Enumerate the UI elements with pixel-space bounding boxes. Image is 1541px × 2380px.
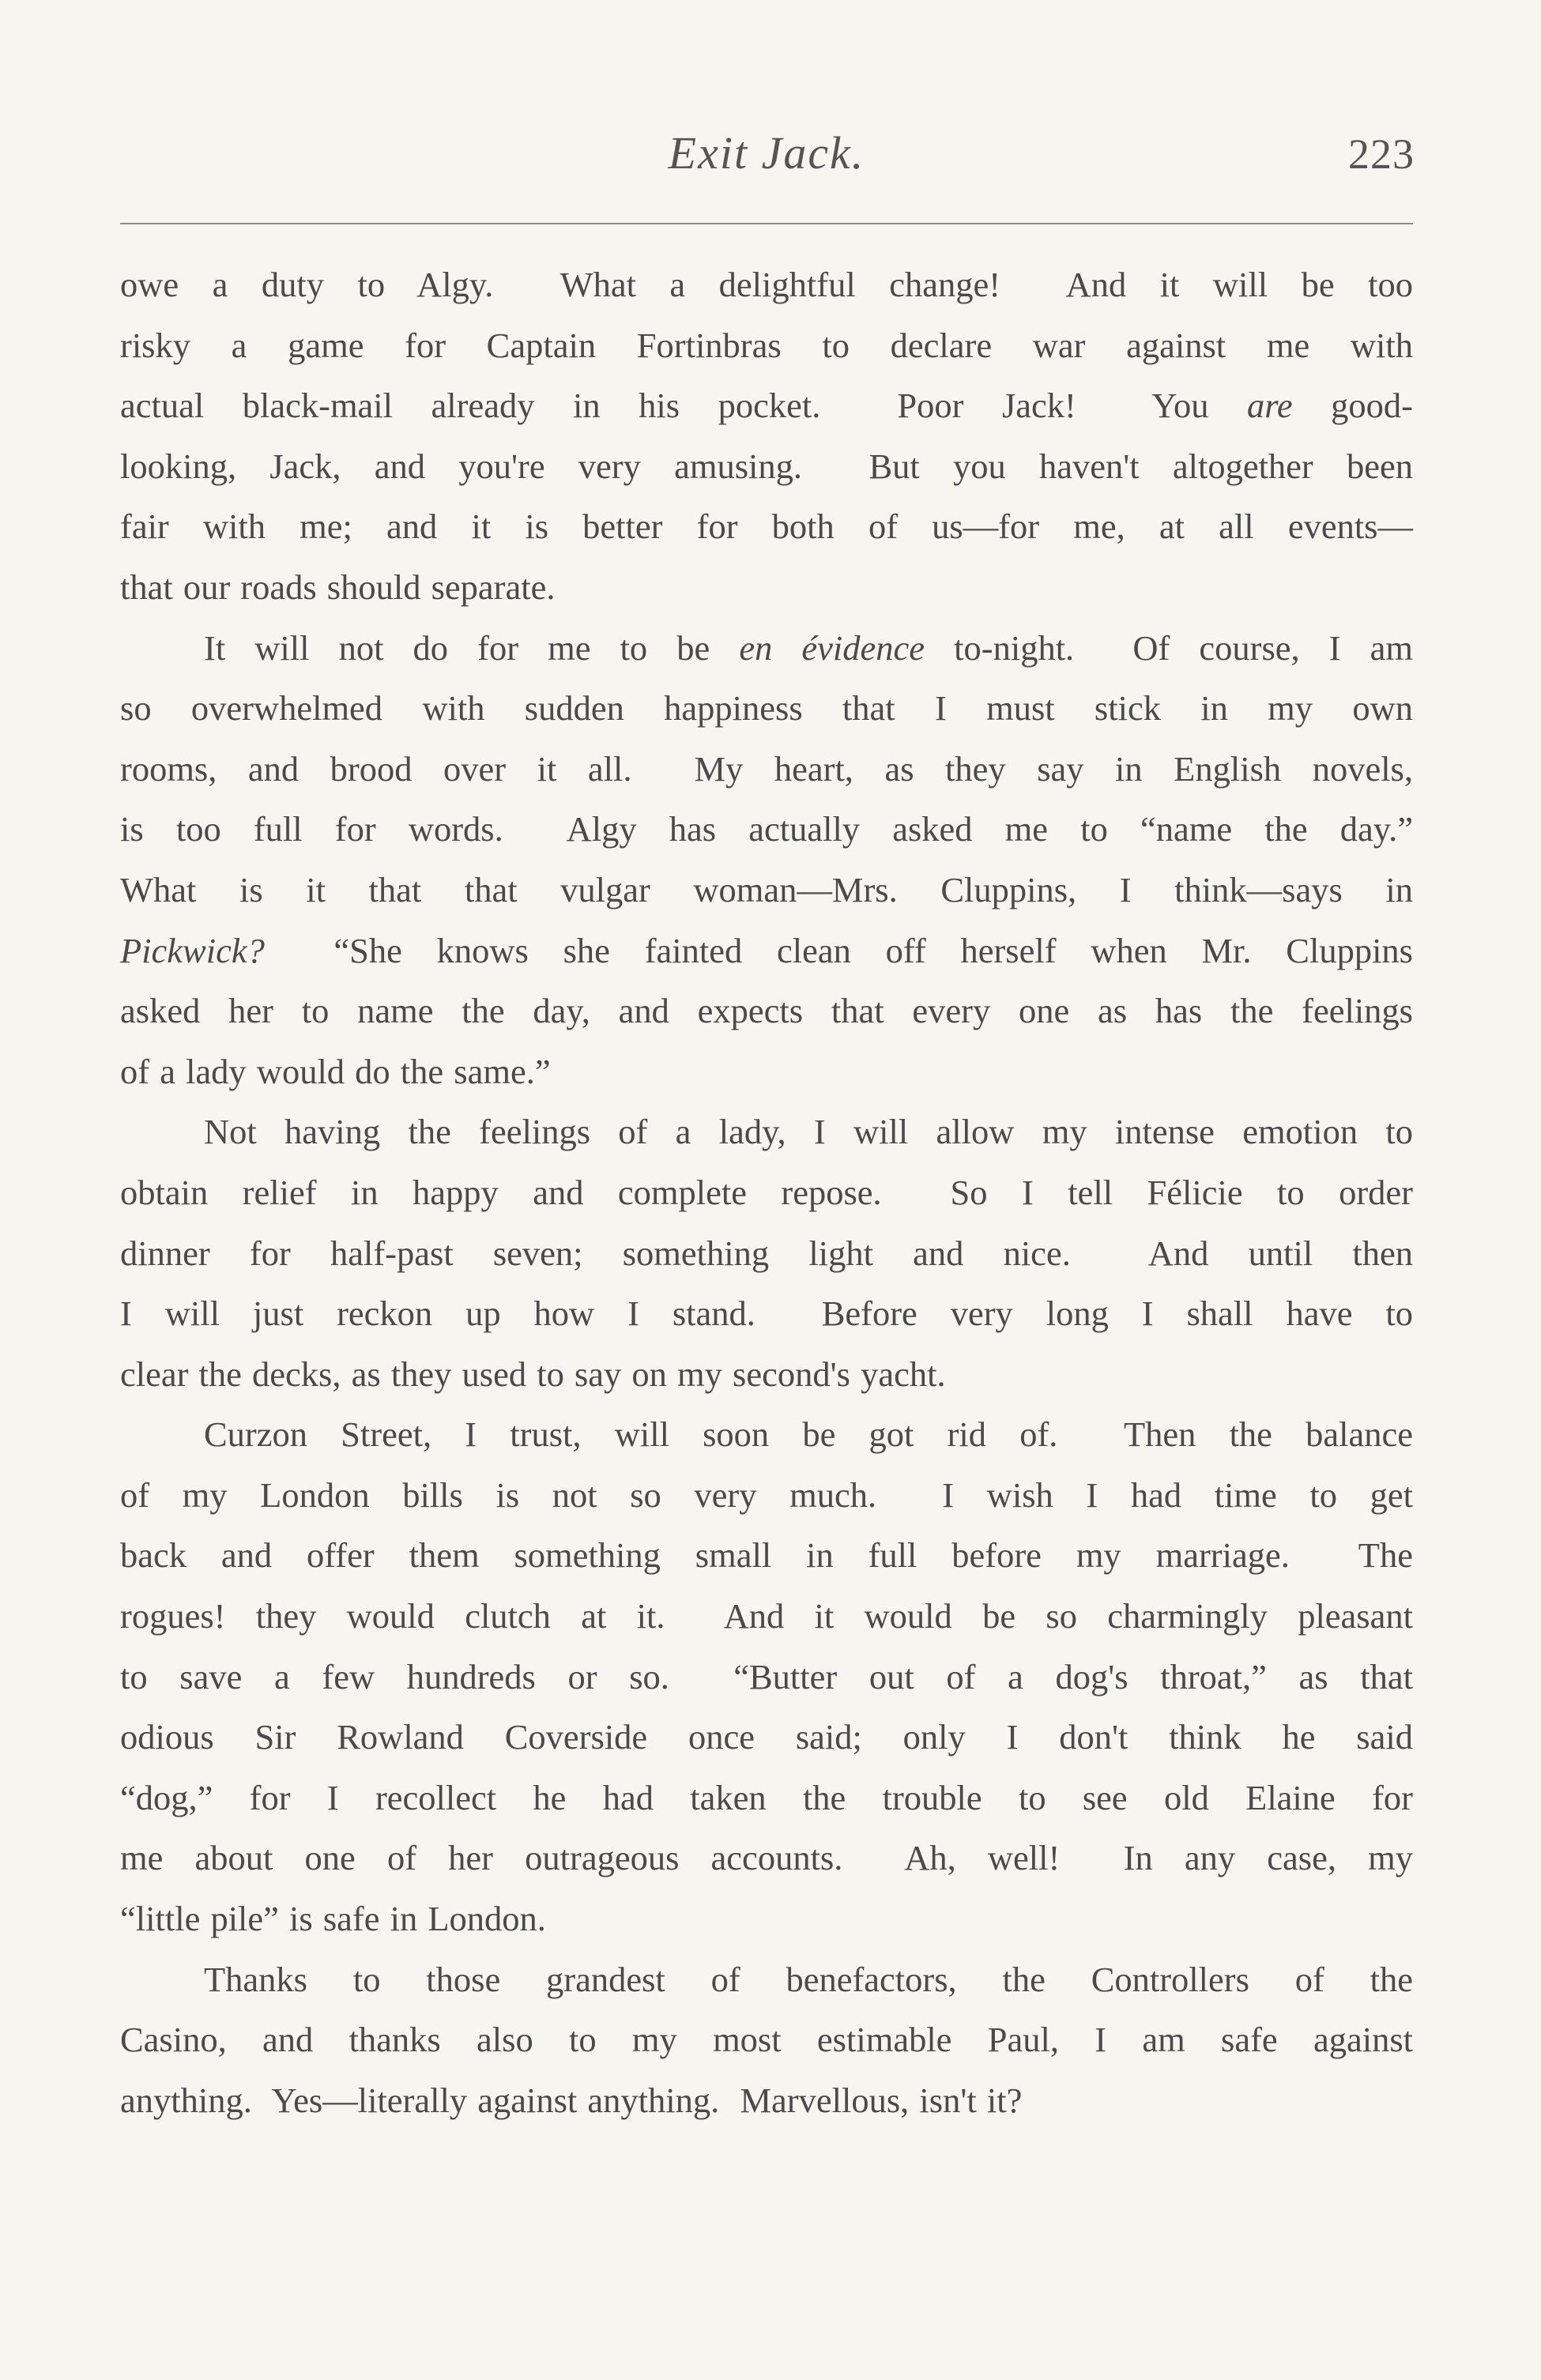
text-line xyxy=(120,1465,1413,1526)
text-line xyxy=(120,1102,1413,1162)
text-line xyxy=(120,254,1413,315)
text-line xyxy=(120,557,1413,618)
text-line xyxy=(120,1525,1413,1586)
text-segment: risky a game for Captain Fortinbras to declare war against me with xyxy=(120,325,1413,365)
text-segment: to-night. Of course, I am xyxy=(925,627,1414,668)
text-segment: that our roads should separate. xyxy=(120,567,556,607)
body-text xyxy=(120,254,1413,2130)
text-line xyxy=(120,2070,1413,2131)
text-segment: actual black-mail already in his pocket. Poor Jack! You xyxy=(120,386,1247,426)
text-segment: asked her to name the day, and expects that every one as has the feelings xyxy=(120,991,1413,1031)
text-segment: anything. Yes—literally against anything. Marvellous, isn't it? xyxy=(120,2080,1023,2120)
text-segment: good- xyxy=(1292,386,1413,426)
text-segment: clear the decks, as they used to say on my second's yacht. xyxy=(120,1354,946,1394)
text-line xyxy=(120,1041,1413,1102)
text-line xyxy=(120,678,1413,739)
text-segment: of my London bills is not so very much. I wish I had time to get xyxy=(120,1474,1413,1515)
text-segment: me about one of her outrageous accounts. Ah, well! In any case, my xyxy=(120,1838,1413,1878)
text-line xyxy=(120,1828,1413,1889)
text-segment: rogues! they would clutch at it. And it would be so charmingly pleasant xyxy=(120,1596,1413,1636)
page-number: 223 xyxy=(1348,130,1415,178)
text-segment: It will not do for me to be xyxy=(204,627,740,668)
header-rule xyxy=(120,223,1413,224)
italic-text: Pickwick? xyxy=(120,930,265,970)
text-line xyxy=(120,1768,1413,1828)
text-line xyxy=(120,2009,1413,2070)
text-line xyxy=(120,921,1413,981)
text-line xyxy=(120,981,1413,1041)
text-line xyxy=(120,1889,1413,1949)
text-line xyxy=(120,1404,1413,1465)
text-line xyxy=(120,496,1413,557)
text-segment: fair with me; and it is better for both of us—for me, at all events— xyxy=(120,507,1413,547)
text-line xyxy=(120,436,1413,497)
text-line xyxy=(120,1647,1413,1708)
text-segment: obtain relief in happy and complete repose. So I tell Félicie to order xyxy=(120,1172,1413,1212)
text-segment: looking, Jack, and you're very amusing. But you haven't altogether been xyxy=(120,446,1413,486)
text-segment: I will just reckon up how I stand. Before very long I shall have to xyxy=(120,1294,1413,1334)
text-segment: is too full for words. Algy has actually asked me to “name the day.” xyxy=(120,809,1413,849)
text-segment: so overwhelmed with sudden happiness that I must stick in my own xyxy=(120,688,1413,729)
text-segment: “little pile” is safe in London. xyxy=(120,1899,546,1939)
text-segment: What is it that that vulgar woman—Mrs. Cluppins, I think—says in xyxy=(120,869,1413,909)
text-segment: Thanks to those grandest of benefactors, the Controllers of the xyxy=(204,1959,1413,1999)
text-segment: back and offer them something small in full before my marriage. The xyxy=(120,1535,1413,1576)
text-segment: odious Sir Rowland Coverside once said; only I don't think he said xyxy=(120,1717,1413,1757)
italic-text: en évidence xyxy=(739,627,925,668)
text-line xyxy=(120,1162,1413,1223)
text-line xyxy=(120,1949,1413,2010)
text-segment: owe a duty to Algy. What a delightful change! And it will be too xyxy=(120,265,1413,304)
text-segment: rooms, and brood over it all. My heart, as they say in English novels, xyxy=(120,748,1413,789)
text-segment: “She knows she fainted clean off herself when Mr. Cluppins xyxy=(264,930,1413,970)
text-segment: Casino, and thanks also to my most estimable Paul, I am safe against xyxy=(120,2020,1413,2060)
text-segment: Curzon Street, I trust, will soon be got rid of. Then the balance xyxy=(204,1414,1413,1455)
text-segment: Not having the feelings of a lady, I will allow my intense emotion to xyxy=(204,1112,1413,1152)
text-line xyxy=(120,1344,1413,1405)
text-line xyxy=(120,739,1413,800)
text-line xyxy=(120,860,1413,921)
text-line xyxy=(120,375,1413,436)
running-head xyxy=(119,126,1415,198)
italic-text: are xyxy=(1246,386,1293,426)
text-segment: “dog,” for I recollect he had taken the trouble to see old Elaine for xyxy=(120,1777,1413,1817)
text-segment: to save a few hundreds or so. “Butter out of a dog's throat,” as that xyxy=(120,1656,1413,1697)
text-line xyxy=(120,1707,1413,1768)
text-line xyxy=(120,315,1413,376)
text-segment: of a lady would do the same.” xyxy=(120,1051,551,1091)
text-line xyxy=(120,618,1413,679)
text-line xyxy=(120,1586,1413,1647)
text-segment: dinner for half-past seven; something light and nice. And until then xyxy=(120,1233,1413,1273)
text-line xyxy=(120,1283,1413,1344)
text-line xyxy=(120,799,1413,860)
running-title: Exit Jack. xyxy=(668,127,865,179)
text-line xyxy=(120,1223,1413,1284)
